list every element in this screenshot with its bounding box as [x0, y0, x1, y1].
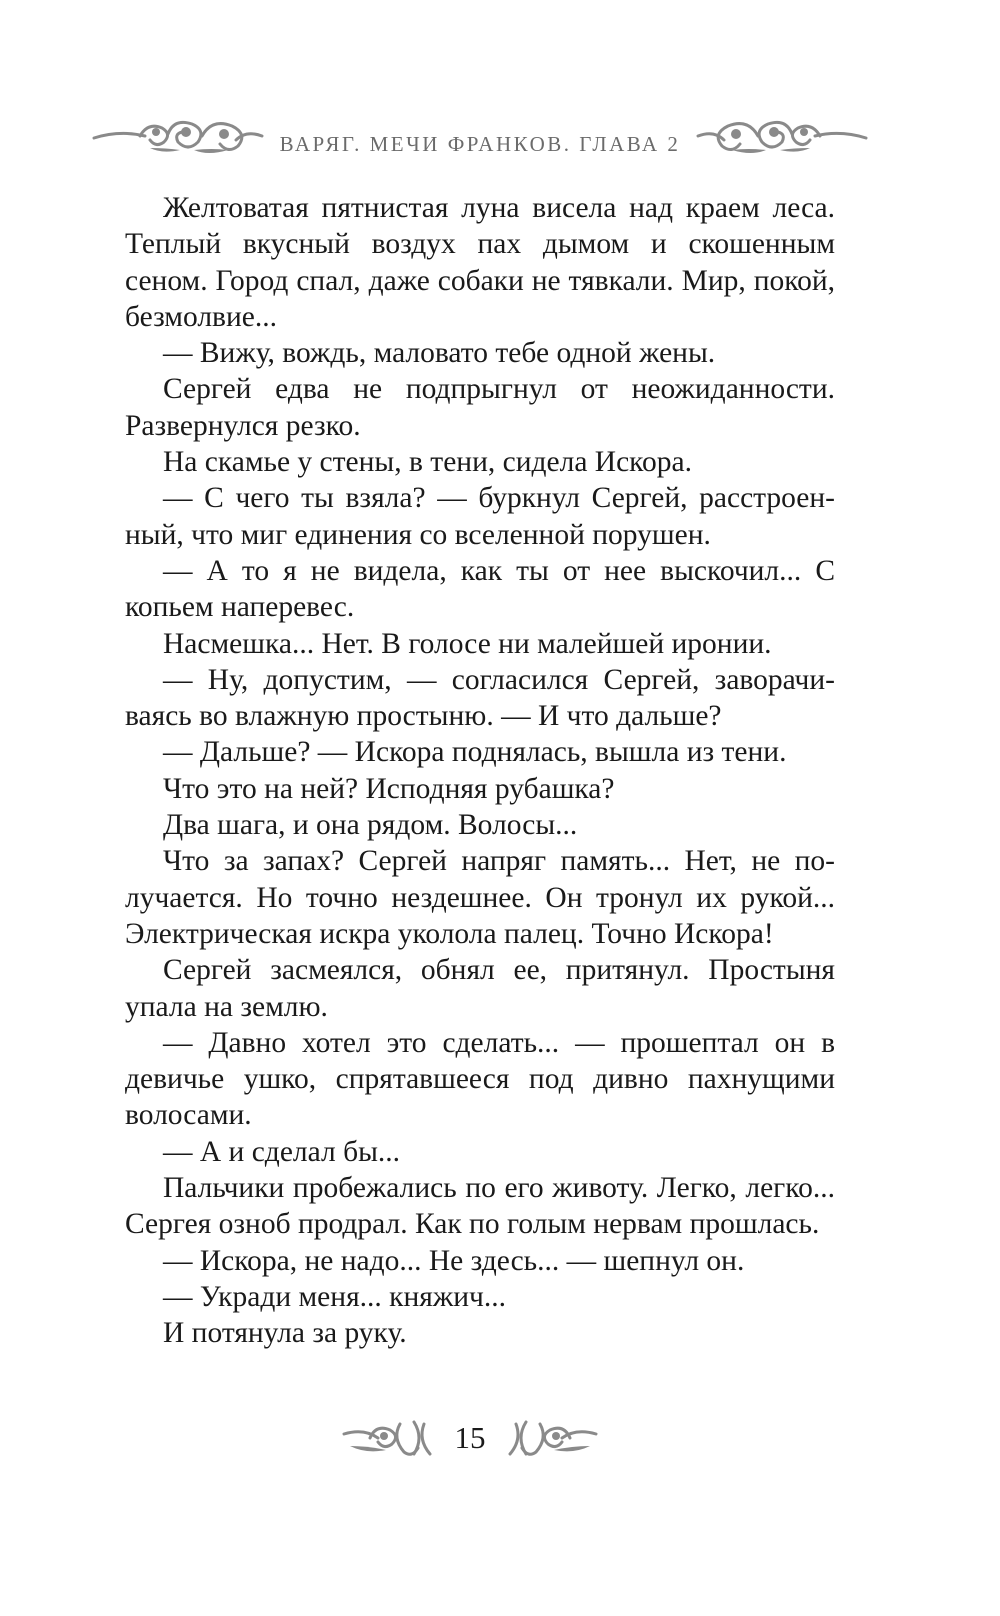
paragraph: — Дальше? — Искора поднялась, вышла из тени. — [163, 736, 787, 769]
paragraph: — Укради меня... княжич... — [163, 1280, 506, 1313]
paragraph: Сергей едва не подпрыгнул от неожиданности. Развернулся резко. — [125, 373, 835, 442]
paragraph: Что это на ней? Исподняя рубашка? — [163, 772, 615, 805]
paragraph: На скамье у стены, в тени, сидела Искора. — [163, 446, 692, 479]
paragraph: — А и сделал бы... — [163, 1135, 401, 1168]
paragraph: — Давно хотел это сделать... — прошептал он в девичье ушко, спрятавшееся под дивно пахнущими волосами. — [125, 1026, 835, 1132]
paragraph: — С чего ты взяла? — буркнул Сергей, расстроенный, что миг единения со вселенной порушен. — [125, 482, 835, 551]
paragraph: Что за запах? Сергей напряг память... Нет, не получается. Но точно нездешнее. Он тронул их рукой... Электрическая искра уколола палец. Точно Искора! — [125, 845, 835, 950]
paragraph: Пальчики пробежались по его животу. Легко, легко... Сергея озноб продрал. Как по голым нервам прошлась. — [125, 1172, 835, 1241]
paragraph: Желтоватая пятнистая луна висела над краем леса. Теплый вкусный воздух пах дымом и скошенным сеном. Город спал, даже собаки не тявкали. Мир, покой, безмолвие... — [125, 192, 835, 333]
paragraph: — Ну, допустим, — согласился Сергей, заворачиваясь во влажную простыню. — И что дальше? — [125, 663, 835, 733]
page-number: 15 — [454, 1420, 486, 1455]
paragraph: Два шага, и она рядом. Волосы... — [163, 809, 578, 842]
scroll-ornament-icon — [695, 110, 870, 160]
paragraph: — Вижу, вождь, маловато тебе одной жены. — [163, 337, 716, 370]
scroll-ornament-icon — [505, 1416, 600, 1460]
body-text — [125, 190, 835, 1352]
paragraph: — Искора, не надо... Не здесь... — шепнул он. — [163, 1244, 745, 1277]
paragraph: И потянула за руку. — [163, 1317, 407, 1350]
paragraph: — А то я не видела, как ты от нее выскочил... С копьем наперевес. — [125, 554, 835, 624]
running-head: ВАРЯГ. МЕЧИ ФРАНКОВ. ГЛАВА 2 — [279, 132, 681, 156]
paragraph: Насмешка... Нет. В голосе ни малейшей иронии. — [163, 627, 772, 660]
paragraph: Сергей засмеялся, обнял ее, притянул. Простыня упала на землю. — [125, 954, 835, 1023]
page-header — [90, 110, 870, 170]
page-footer — [340, 1412, 600, 1472]
